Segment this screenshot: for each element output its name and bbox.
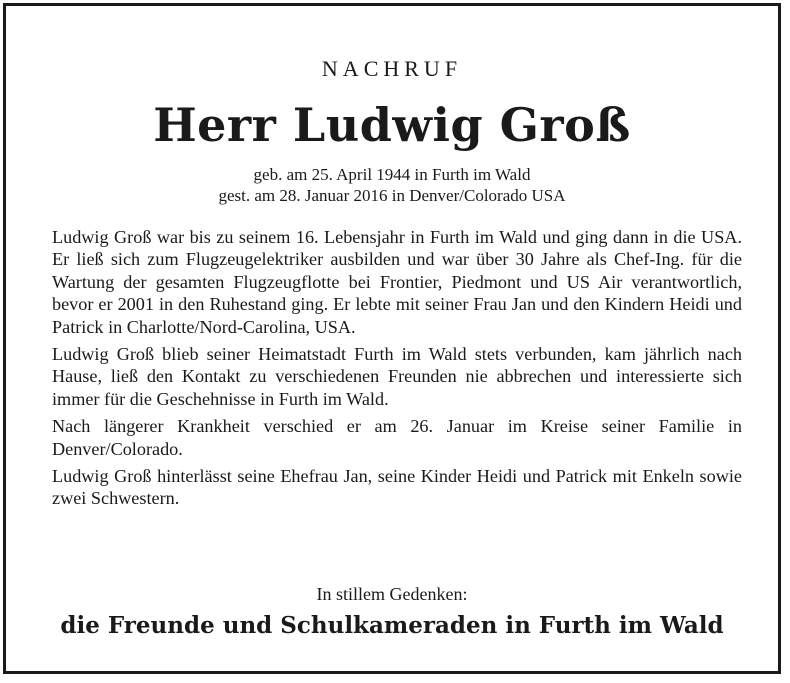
signature-line: die Freunde und Schulkameraden in Furth im Wald [60, 612, 724, 639]
life-dates [6, 164, 778, 206]
closing-line: In stillem Gedenken: [316, 584, 468, 604]
notice-kicker: NACHRUF [321, 56, 463, 81]
deceased-name: Herr Ludwig Groß [153, 98, 631, 152]
body-paragraph: Nach längerer Krankheit verschied er am 26. Januar im Kreise seiner Familie in Denver/Colorado. [52, 416, 742, 459]
obituary-body [52, 226, 742, 515]
birth-date-line: geb. am 25. April 1944 in Furth im Wald [253, 165, 531, 184]
body-paragraph: Ludwig Groß blieb seiner Heimatstadt Furth im Wald stets verbunden, kam jährlich nach Hause, ließ den Kontakt zu verschiedenen Freunden nie abbrechen und interessierte sich immer für die Geschehnisse in Furth im Wald. [52, 344, 742, 409]
obituary-notice [3, 3, 781, 674]
body-paragraph: Ludwig Groß hinterlässt seine Ehefrau Jan, seine Kinder Heidi und Patrick mit Enkeln sowie zwei Schwestern. [52, 466, 742, 509]
body-paragraph: Ludwig Groß war bis zu seinem 16. Lebensjahr in Furth im Wald und ging dann in die USA. Er ließ sich zum Flugzeugelektriker ausbilden und war über 30 Jahre als Chef-Ing. für die Wartung der gesamten Flugzeugflotte bei Frontier, Piedmont und US Air verantwortlich, bevor er 2001 in den Ruhestand ging. Er lebte mit seiner Frau Jan und den Kindern Heidi und Patrick in Charlotte/Nord-Carolina, USA. [52, 227, 742, 337]
death-date-line: gest. am 28. Januar 2016 in Denver/Colorado USA [218, 186, 566, 205]
